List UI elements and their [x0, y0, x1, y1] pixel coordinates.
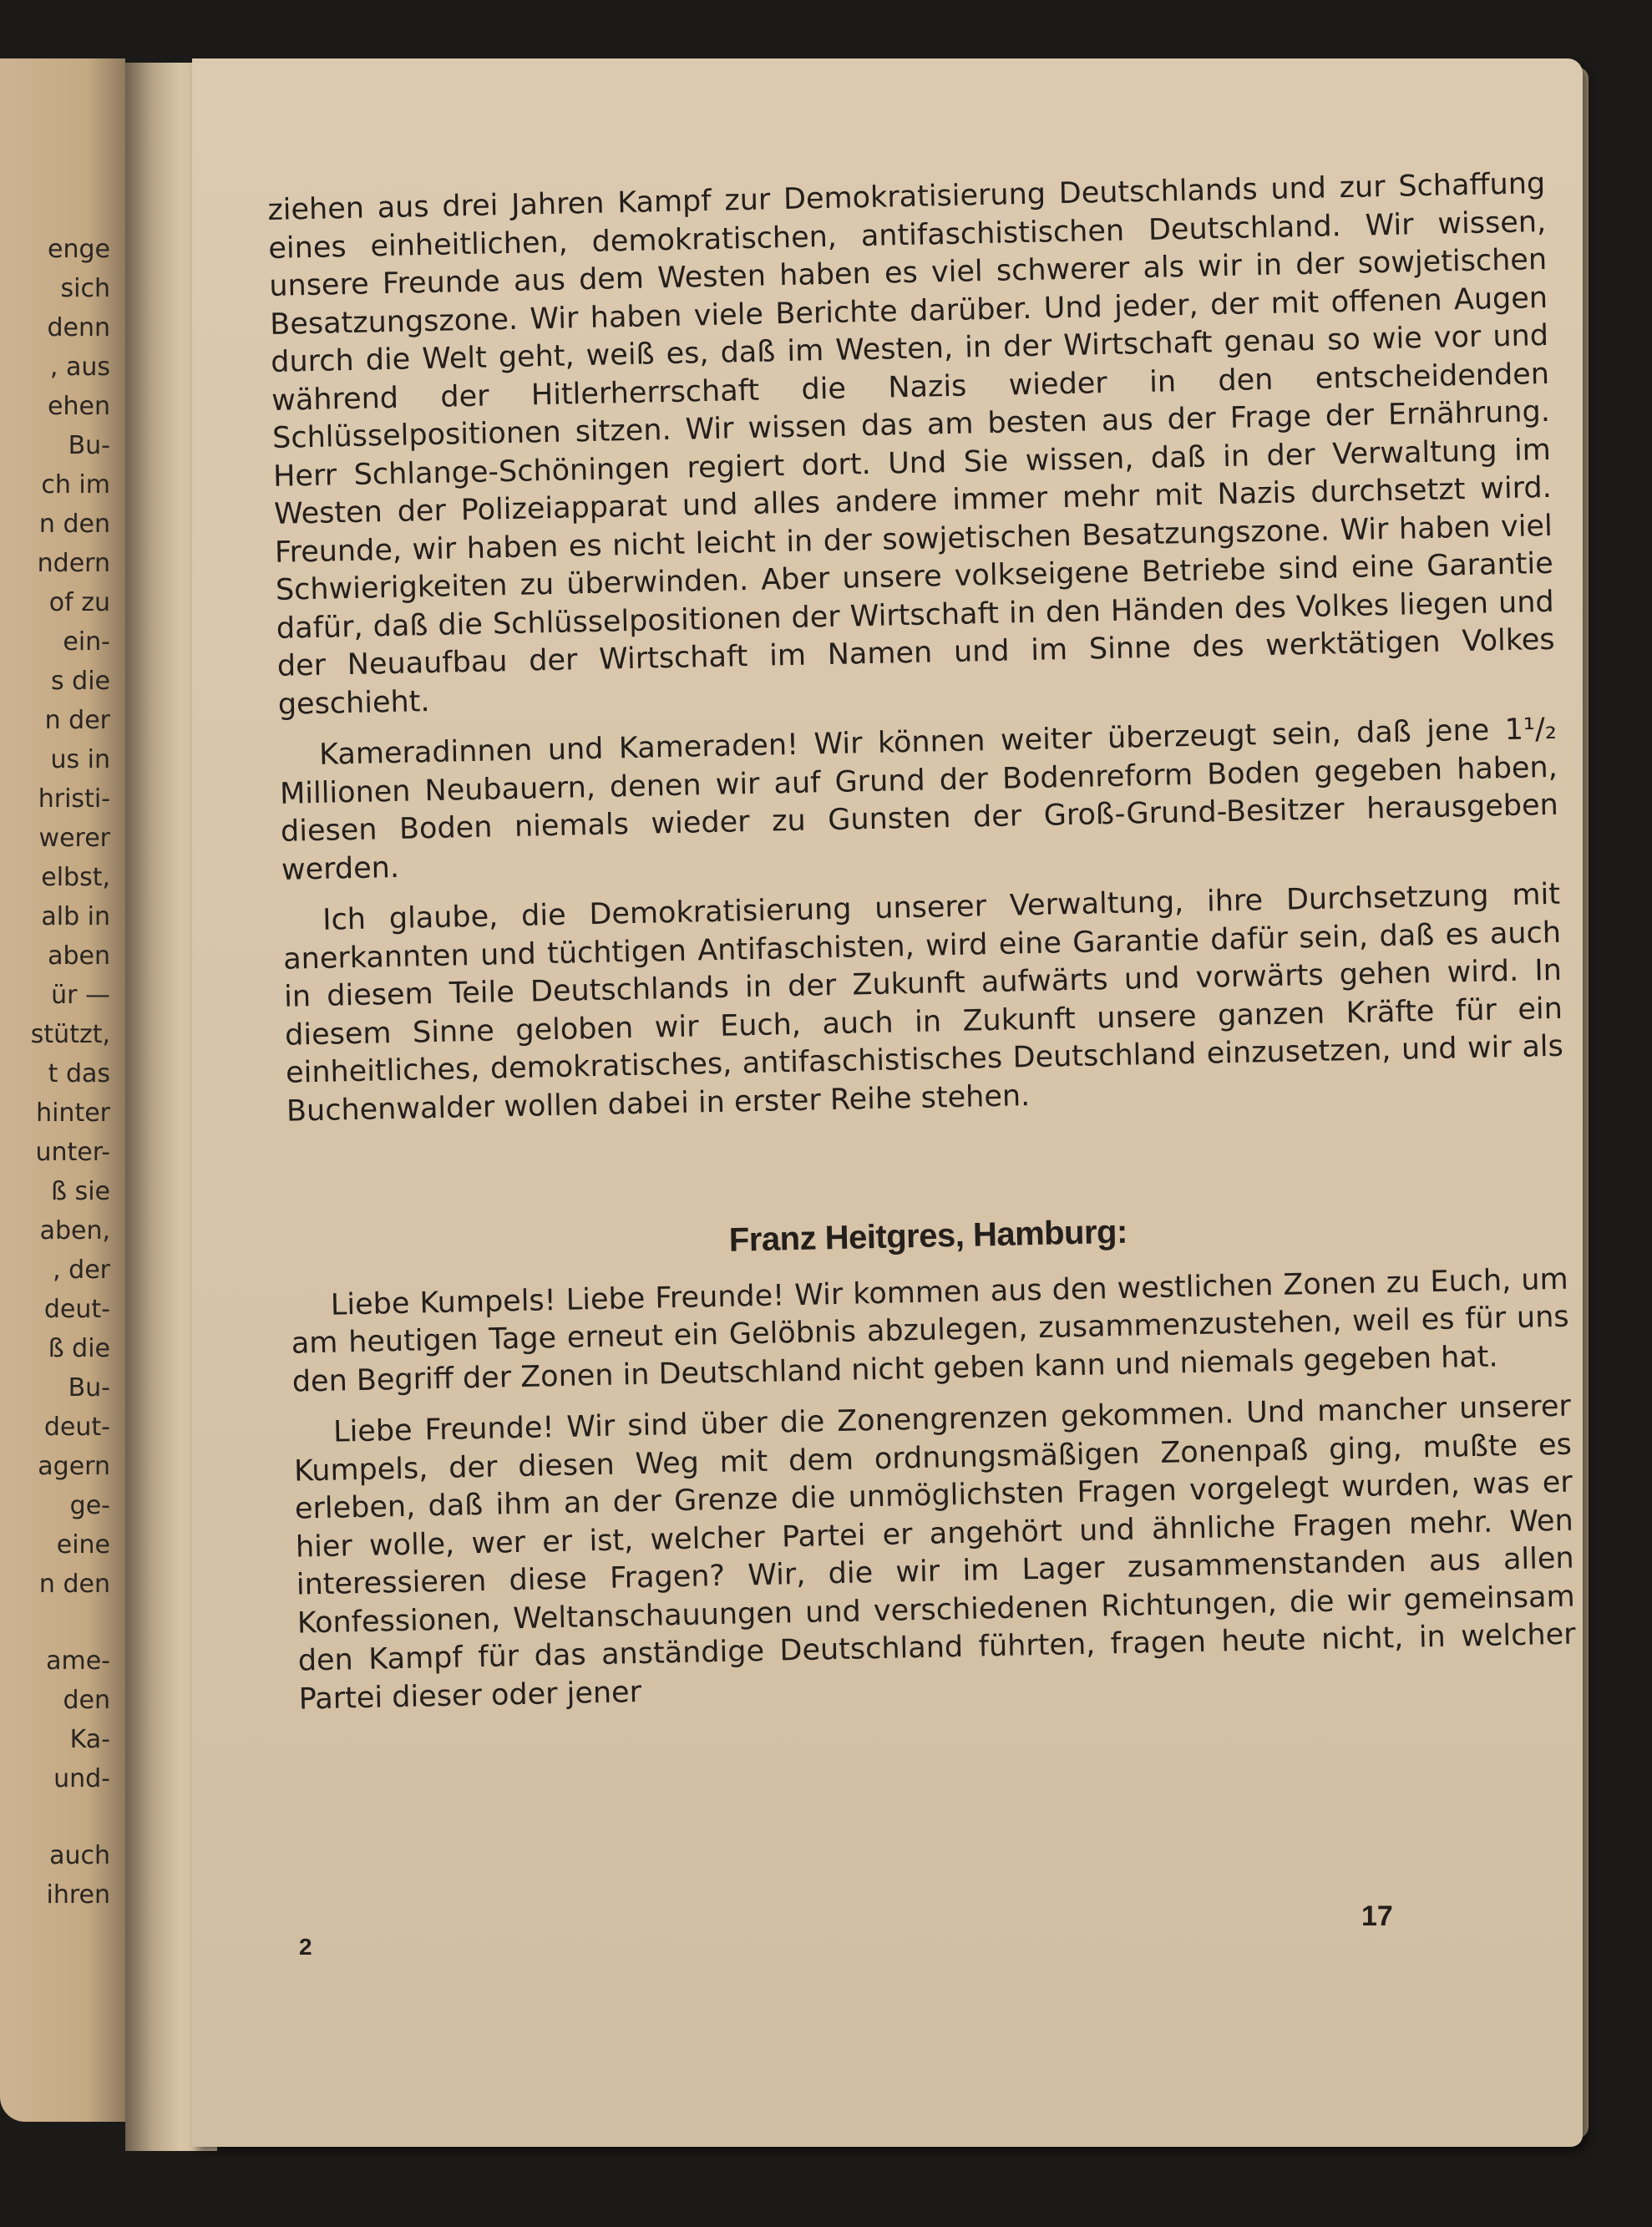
left-page-fragment: n den	[38, 510, 110, 539]
left-page-fragment: und-	[53, 1764, 110, 1793]
left-page-fragment: ehen	[48, 392, 110, 421]
paragraph-4: Liebe Kumpels! Liebe Freunde! Wir kommen aus den westlichen Zonen zu Euch, um am heutigen Tage erneut ein Gelöbnis abzulegen, zusammenzustehen, weil es für uns den Begriff der Zonen in Deutschland nicht geben kann und niemals gegeben hat.	[291, 1262, 1569, 1399]
left-page-fragment: deut-	[43, 1295, 110, 1324]
left-page-fragment: Ka-	[69, 1725, 110, 1754]
left-page-fragment: auch	[49, 1841, 110, 1870]
left-page-fragment: , aus	[49, 353, 110, 382]
left-page-fragment: ihren	[46, 1880, 110, 1910]
left-page-fragment: ß sie	[51, 1177, 110, 1206]
left-page-fragment: ame-	[46, 1646, 110, 1676]
left-page-fragment: , der	[53, 1256, 110, 1285]
left-page-fragment: agern	[38, 1452, 110, 1481]
left-page-fragment: ch im	[41, 470, 110, 500]
page-number: 17	[1361, 1900, 1393, 1932]
left-page-fragment: Bu-	[68, 431, 110, 460]
left-page-fragment: ein-	[63, 627, 110, 657]
left-page-fragment: unter-	[35, 1138, 110, 1167]
left-page-fragment: hristi-	[38, 784, 110, 814]
left-page	[0, 58, 125, 2122]
paragraph-1: ziehen aus drei Jahren Kampf zur Demokratisierung Deutschlands und zur Schaffung eines einheitlichen, demokratischen, antifaschistischen Deutschland. Wir wissen, unsere Freunde aus dem Westen haben es viel schwerer als wir in der sowjetischen Besatzungszone. Wir haben viele Berichte darüber. Und jeder, der mit offenen Augen durch die Welt geht, weiß es, daß im Westen, in der Wirtschaft genau so wie vor und während der Hitlerherrschaft die Nazis wieder in den entscheidenden Schlüsselpositionen sitzen. Wir wissen das am besten aus der Frage der Ernährung. Herr Schlange-Schöningen regiert dort. Und Sie wissen, daß in der Verwaltung im Westen der Polizeiapparat und alles andere immer mehr mit Nazis durchsetzt wird. Freunde, wir haben es nicht leicht in der sowjetischen Besatzungszone. Wir haben viel Schwierigkeiten zu überwinden. Aber unsere volkseigene Betriebe sind eine Garantie dafür, daß die Schlüsselpositionen der Wirtschaft in den Händen des Volkes liegen und der Neuaufbau der Wirtschaft im Namen und im Sinne des werktätigen Volkes geschieht.	[267, 166, 1555, 722]
left-page-fragment: hinter	[36, 1098, 110, 1128]
left-page-fragment: enge	[48, 235, 110, 264]
left-page-fragment: sich	[60, 274, 110, 303]
left-page-fragment: ndern	[37, 549, 110, 578]
speaker-heading: Franz Heitgres, Hamburg:	[728, 1213, 1128, 1259]
left-page-fragment: n den	[38, 1570, 110, 1599]
left-page-fragment: us in	[50, 745, 110, 774]
left-page-fragment: den	[63, 1686, 110, 1715]
paragraph-5: Liebe Freunde! Wir sind über die Zonengrenzen gekommen. Und mancher unserer Kumpels, der diesen Weg mit dem ordnungsmäßigen Zonenpaß ging, mußte es erleben, daß ihm an der Grenze die unmöglichsten Fragen vorgelegt wurden, was er hier wolle, wer er ist, welcher Partei er angehört und ähnliche Fragen mehr. Wen interessieren diese Fragen? Wir, die wir im Lager zusammenstanden aus allen Konfessionen, Weltanschauungen und verschiedenen Richtungen, die wir gemeinsam den Kampf für das anständige Deutschland führten, fragen heute nicht, in welcher Partei dieser oder jener	[293, 1389, 1576, 1717]
signature-mark: 2	[299, 1934, 312, 1960]
left-page-fragment: n der	[44, 706, 110, 735]
left-page-fragment: deut-	[43, 1413, 110, 1442]
left-page-fragment: ß die	[48, 1334, 110, 1363]
paragraph-3: Ich glaube, die Demokratisierung unserer Verwaltung, ihre Durchsetzung mit anerkannten und tüchtigen Antifaschisten, wird eine Garantie dafür sein, daß es auch in diesem Teile Deutschlands in der Zukunft aufwärts und vorwärts gehen wird. In diesem Sinne geloben wir Euch, auch in Zukunft unsere ganzen Kräfte für ein einheitliches, demokratisches, antifaschistisches Deutschland einzusetzen, und wir als Buchenwalder wollen dabei in erster Reihe stehen.	[282, 877, 1564, 1129]
left-page-fragment: stützt,	[30, 1020, 110, 1049]
left-page-fragment: ür —	[51, 981, 110, 1010]
right-page	[192, 58, 1583, 2147]
left-page-fragment: ge-	[69, 1491, 110, 1520]
left-page-fragment: alb in	[41, 902, 110, 931]
left-page-fragment: t das	[48, 1059, 110, 1088]
paragraph-2: Kameradinnen und Kameraden! Wir können weiter überzeugt sein, daß jene 1¹/₂ Millionen Neubauern, denen wir auf Grund der Bodenreform Boden gegeben haben, diesen Boden niemals wieder zu Gunsten der Groß-Grund-Besitzer herausgeben werden.	[279, 712, 1559, 887]
left-page-fragment: werer	[38, 824, 110, 853]
left-page-fragment: aben,	[39, 1216, 110, 1245]
left-page-fragment: denn	[47, 313, 110, 342]
left-page-fragment: aben	[48, 941, 110, 971]
left-page-fragment: Bu-	[68, 1373, 110, 1403]
left-page-fragment: eine	[56, 1530, 110, 1560]
left-page-fragment: s die	[50, 667, 110, 696]
left-page-fragment: of zu	[48, 588, 110, 617]
left-page-fragment: elbst,	[41, 863, 110, 892]
page-text	[267, 165, 1577, 1732]
